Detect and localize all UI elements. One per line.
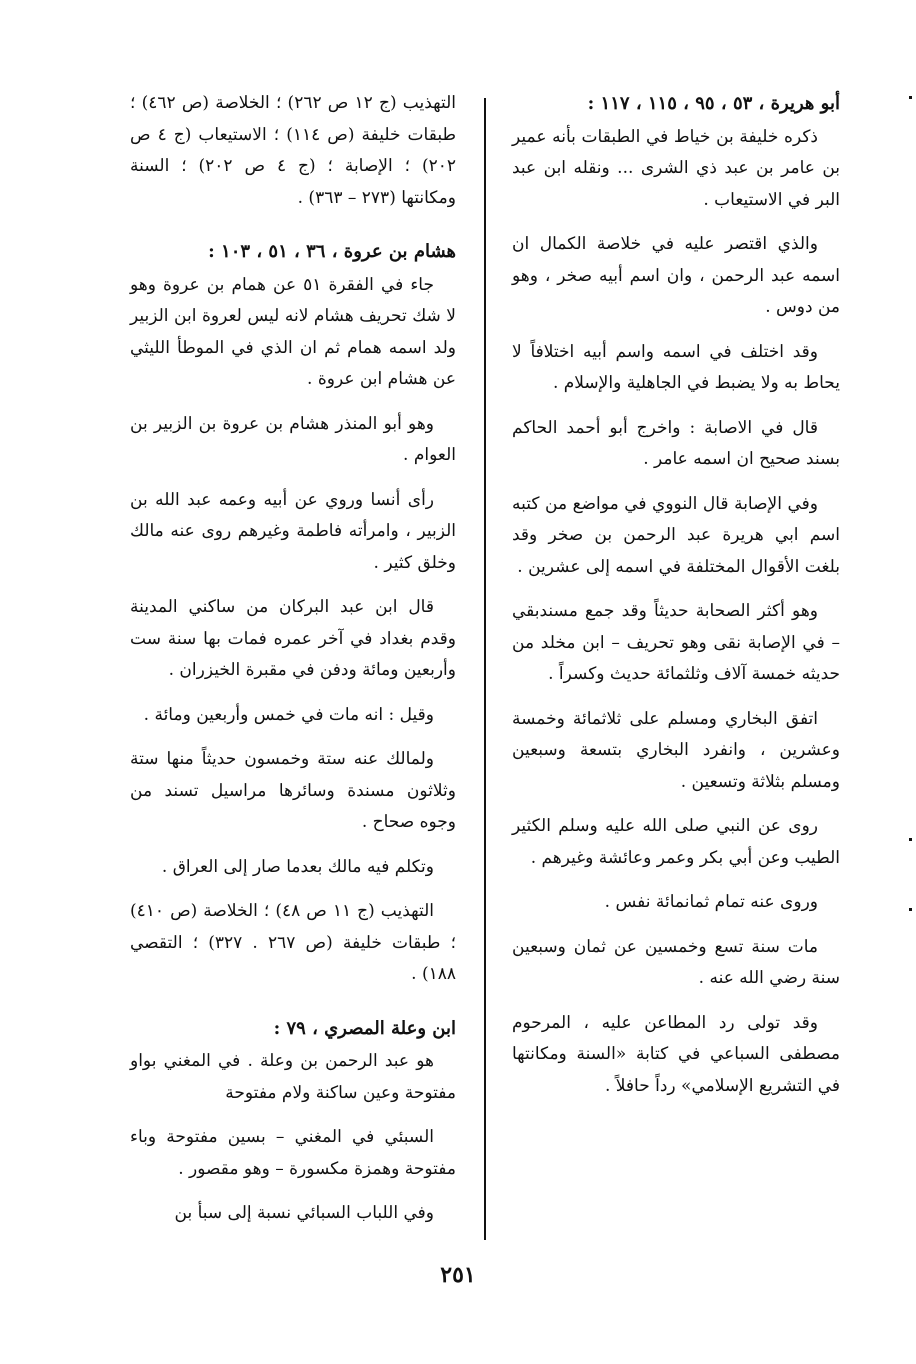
paragraph: وقد تولى رد المطاعن عليه ، المرحوم مصطفى السباعي في كتابة «السنة ومكانتها في التشريع الإسلامي» رداً حافلاً . (512, 1012, 840, 1096)
paragraph: وروى عنه تمام ثمانمائة نفس . (604, 892, 818, 912)
entry-heading-hisham-ibn-urwa: هشام بن عروة ، ٣٦ ، ٥١ ، ١٠٣ : (208, 241, 456, 262)
entry-heading-abu-hurayra: أبو هريرة ، ٥٣ ، ٩٥ ، ١١٥ ، ١١٧ : (587, 93, 840, 114)
left-column (130, 88, 456, 1243)
right-column (512, 88, 840, 1115)
paragraph: هو عبد الرحمن بن وعلة . في المغني بواو مفتوحة وعين ساكنة ولام مفتوحة (130, 1051, 456, 1103)
paragraph: والذي اقتصر عليه في خلاصة الكمال ان اسمه عبد الرحمن ، وان اسم أبيه صخر ، وهو من دوس . (512, 234, 840, 317)
page-number: ٢٥١ (440, 1262, 476, 1288)
references: التهذيب (ج ١١ ص ٤٨) ؛ الخلاصة (ص ٤١٠) ؛ طبقات خليفة (ص ٢٦٧ . ٣٢٧) ؛ التقصي ١٨٨) . (130, 901, 456, 984)
paragraph: قال ابن عبد البركان من ساكني المدينة وقدم بغداد في آخر عمره فمات بها سنة ست وأربعين ومائة ودفن في مقبرة الخيزران . (130, 597, 456, 680)
paragraph: روى عن النبي صلى الله عليه وسلم الكثير الطيب وعن أبي بكر وعمر وعائشة وغيرهم . (512, 816, 840, 868)
paragraph: رأى أنسا وروي عن أبيه وعمه عبد الله بن الزبير ، وامرأته فاطمة وغيرهم روى عنه مالك وخلق كثير . (130, 489, 456, 573)
margin-dot (909, 838, 912, 841)
references: التهذيب (ج ١٢ ص ٢٦٢) ؛ الخلاصة (ص ٤٦٢) ؛ طبقات خليفة (ص ١١٤) ؛ الاستيعاب (ج ٤ ص ٢٠٢) ؛ الإصابة ؛ (ج ٤ ص ٢٠٢) ؛ السنة ومكانتها (٢٧٣ – ٣٦٣) . (130, 93, 456, 208)
paragraph: ولمالك عنه ستة وخمسون حديثاً منها ستة وثلاثون مسندة وسائرها مراسيل تسند من وجوه صحاح . (130, 749, 456, 832)
paragraph: وفي الإصابة قال النووي في مواضع من كتبه اسم ابي هريرة عبد الرحمن بن صخر وقد بلغت الأقوال المختلفة في اسمه إلى عشرين . (512, 493, 840, 577)
paragraph: ذكره خليفة بن خياط في الطبقات بأنه عمير بن عامر بن عبد ذي الشرى ... ونقله ابن عبد البر في الاستيعاب . (512, 126, 840, 210)
paragraph: وقد اختلف في اسمه واسم أبيه اختلافاً لا يحاط به ولا يضبط في الجاهلية والإسلام . (512, 341, 840, 393)
paragraph: وقيل : انه مات في خمس وأربعين ومائة . (143, 704, 434, 725)
paragraph: مات سنة تسع وخمسين عن ثمان وسبعين سنة رضي الله عنه . (512, 936, 840, 988)
paragraph: وفي اللباب السبائي نسبة إلى سبأ بن (174, 1203, 434, 1223)
paragraph: جاء في الفقرة ٥١ عن همام بن عروة وهو لا شك تحريف هشام لانه ليس لعروة ابن الزبير ولد اسمه همام ثم ان الذي في الموطأ الليثي عن هشام ابن عروة . (130, 274, 456, 389)
margin-dot (909, 96, 912, 99)
paragraph: السبئي في المغني – بسين مفتوحة وباء مفتوحة وهمزة مكسورة – وهو مقصور . (130, 1127, 456, 1179)
paragraph: اتفق البخاري ومسلم على ثلاثمائة وخمسة وعشرين ، وانفرد البخاري بتسعة وسبعين ومسلم بثلاثة وتسعين . (512, 708, 840, 792)
paragraph: وهو أبو المنذر هشام بن عروة بن الزبير بن العوام . (130, 413, 456, 465)
paragraph: قال في الاصابة : واخرج أبو أحمد الحاكم بسند صحيح ان اسمه عامر . (512, 417, 840, 469)
margin-dot (909, 908, 912, 911)
entry-heading-ibn-wala: ابن وعلة المصري ، ٧٩ : (273, 1017, 456, 1039)
paragraph: وهو أكثر الصحابة حديثاً وقد جمع مسندبقي – في الإصابة نقى وهو تحريف – ابن مخلد من حديثه خمسة آلاف وثلثمائة حديث وكسراً . (512, 601, 840, 684)
paragraph: وتكلم فيه مالك بعدما صار إلى العراق . (161, 856, 434, 877)
column-divider (484, 98, 486, 1240)
